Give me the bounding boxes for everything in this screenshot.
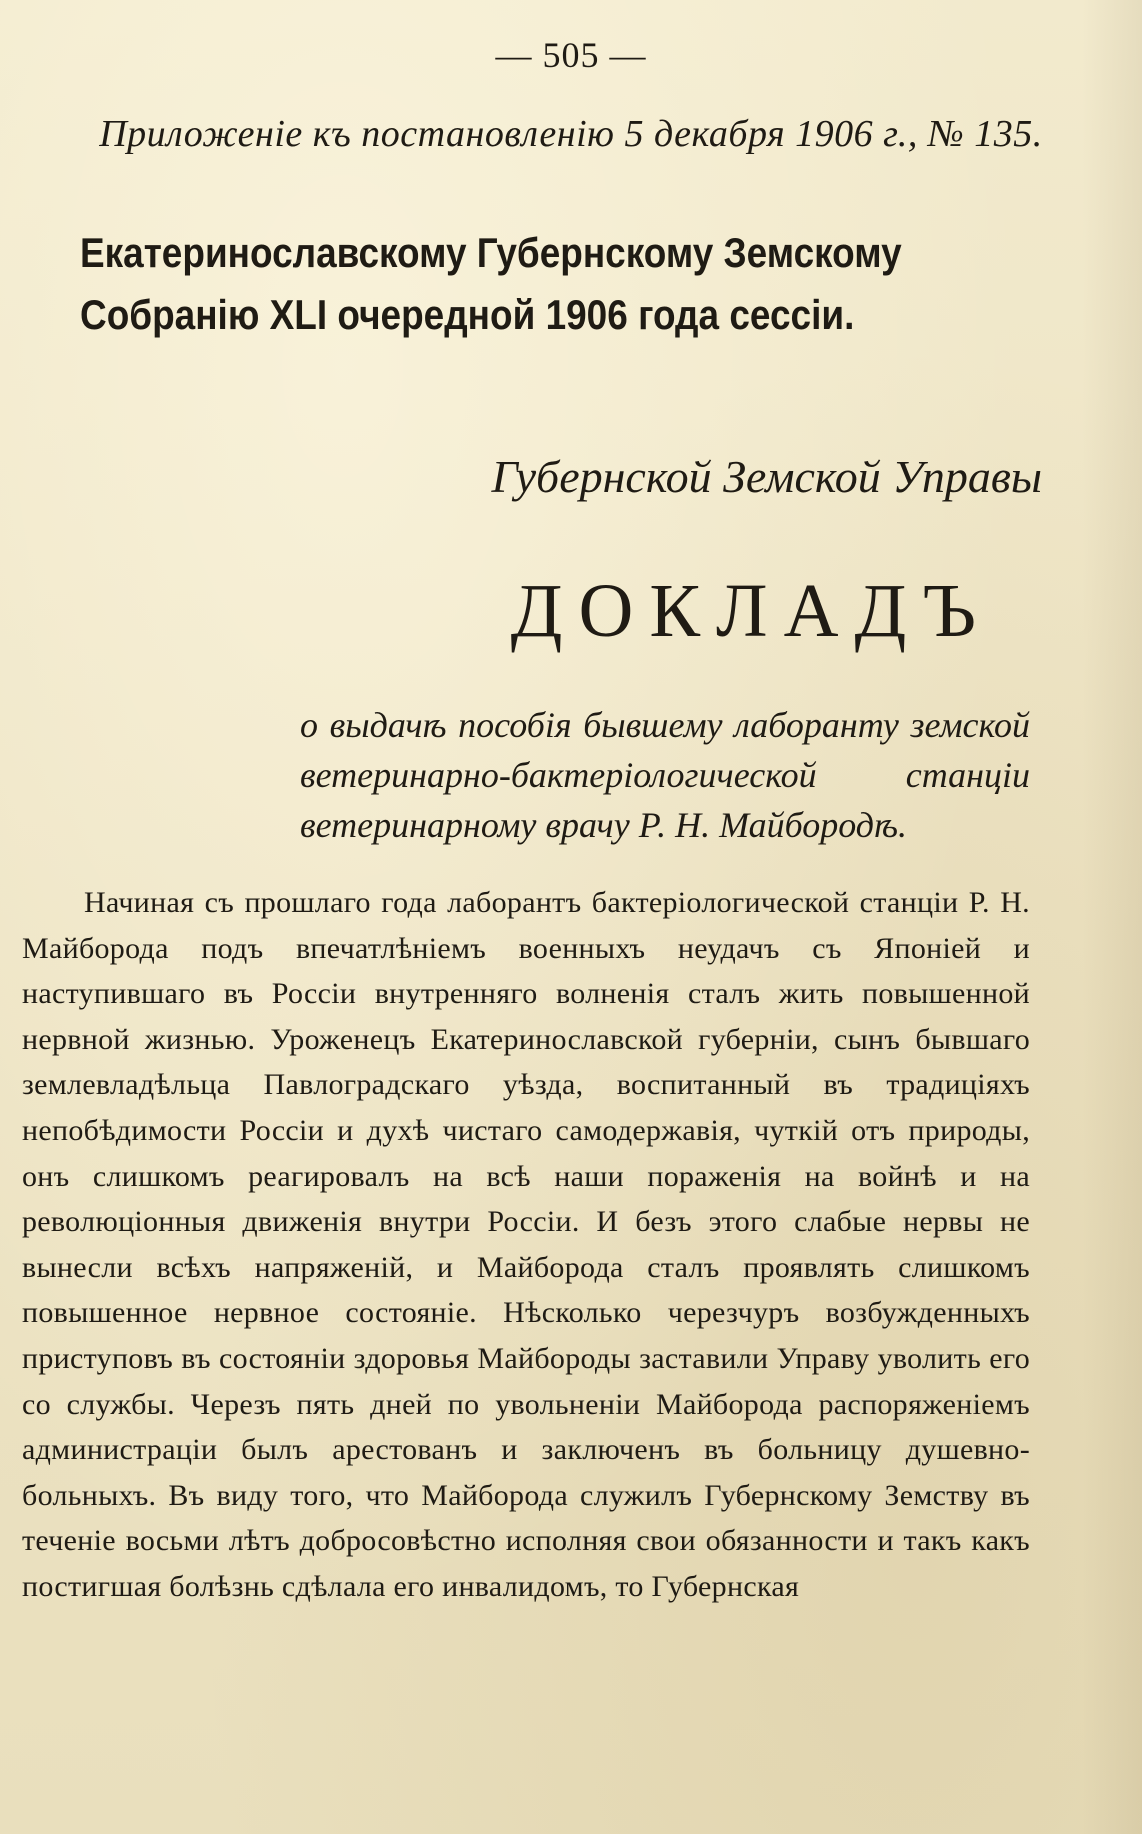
body-paragraph: Начиная съ прошлаго года лаборантъ бактеріологической станціи Р. Н. Майборода подъ впечатлѣніемъ военныхъ неудачъ съ Японіей и наступившаго въ Россіи внутренняго волненія сталъ жить повышенной нервной жизнью. Уроженецъ Екатеринославской губерніи, сынъ бывшаго землевладѣльца Павлоградскаго уѣзда, воспитанный въ традиціяхъ непобѣдимости Россіи и духѣ чистаго самодержавія, чуткій отъ природы, онъ слишкомъ реагировалъ на всѣ наши пораженія на войнѣ и на революціонныя движенія внутри Россіи. И безъ этого слабые нервы не вынесли всѣхъ напряженій, и Майборода сталъ проявлять слишкомъ повышенное нервное состояніе. Нѣсколько черезчуръ возбужденныхъ приступовъ въ состояніи здоровья Майбороды заставили Управу уволить его со службы. Черезъ пять дней по увольненіи Майборода распоряженіемъ администраціи былъ арестованъ и заключенъ въ больницу душевно-больныхъ. Въ виду того, что Майборода служилъ Губернскому Земству въ теченіе восьми лѣтъ добросовѣстно исполняя свои обязанности и такъ какъ постигшая болѣзнь сдѣлала его инвалидомъ, то Губернская bbox=[22, 886, 1030, 1603]
body-text bbox=[22, 880, 1030, 1610]
addressee-heading: Екатеринославскому Губернскому Земскому Собранію XLI очередной 1906 года сессіи. bbox=[80, 229, 902, 338]
appendix-note: Приложеніе къ постановленію 5 декабря 1906 г., № 135. bbox=[99, 113, 1043, 155]
page-number: — 505 — bbox=[495, 35, 647, 75]
page-edge-shadow bbox=[1082, 0, 1142, 1834]
issuer-line: Губернской Земской Управы bbox=[491, 451, 1042, 502]
document-subject: о выдачѣ пособія бывшему лаборанту земской ветеринарно-бактеріологической станціи ветеринарному врачу Р. Н. Майбородѣ. bbox=[300, 705, 1030, 845]
document-title: ДОКЛАДЪ bbox=[510, 569, 992, 653]
